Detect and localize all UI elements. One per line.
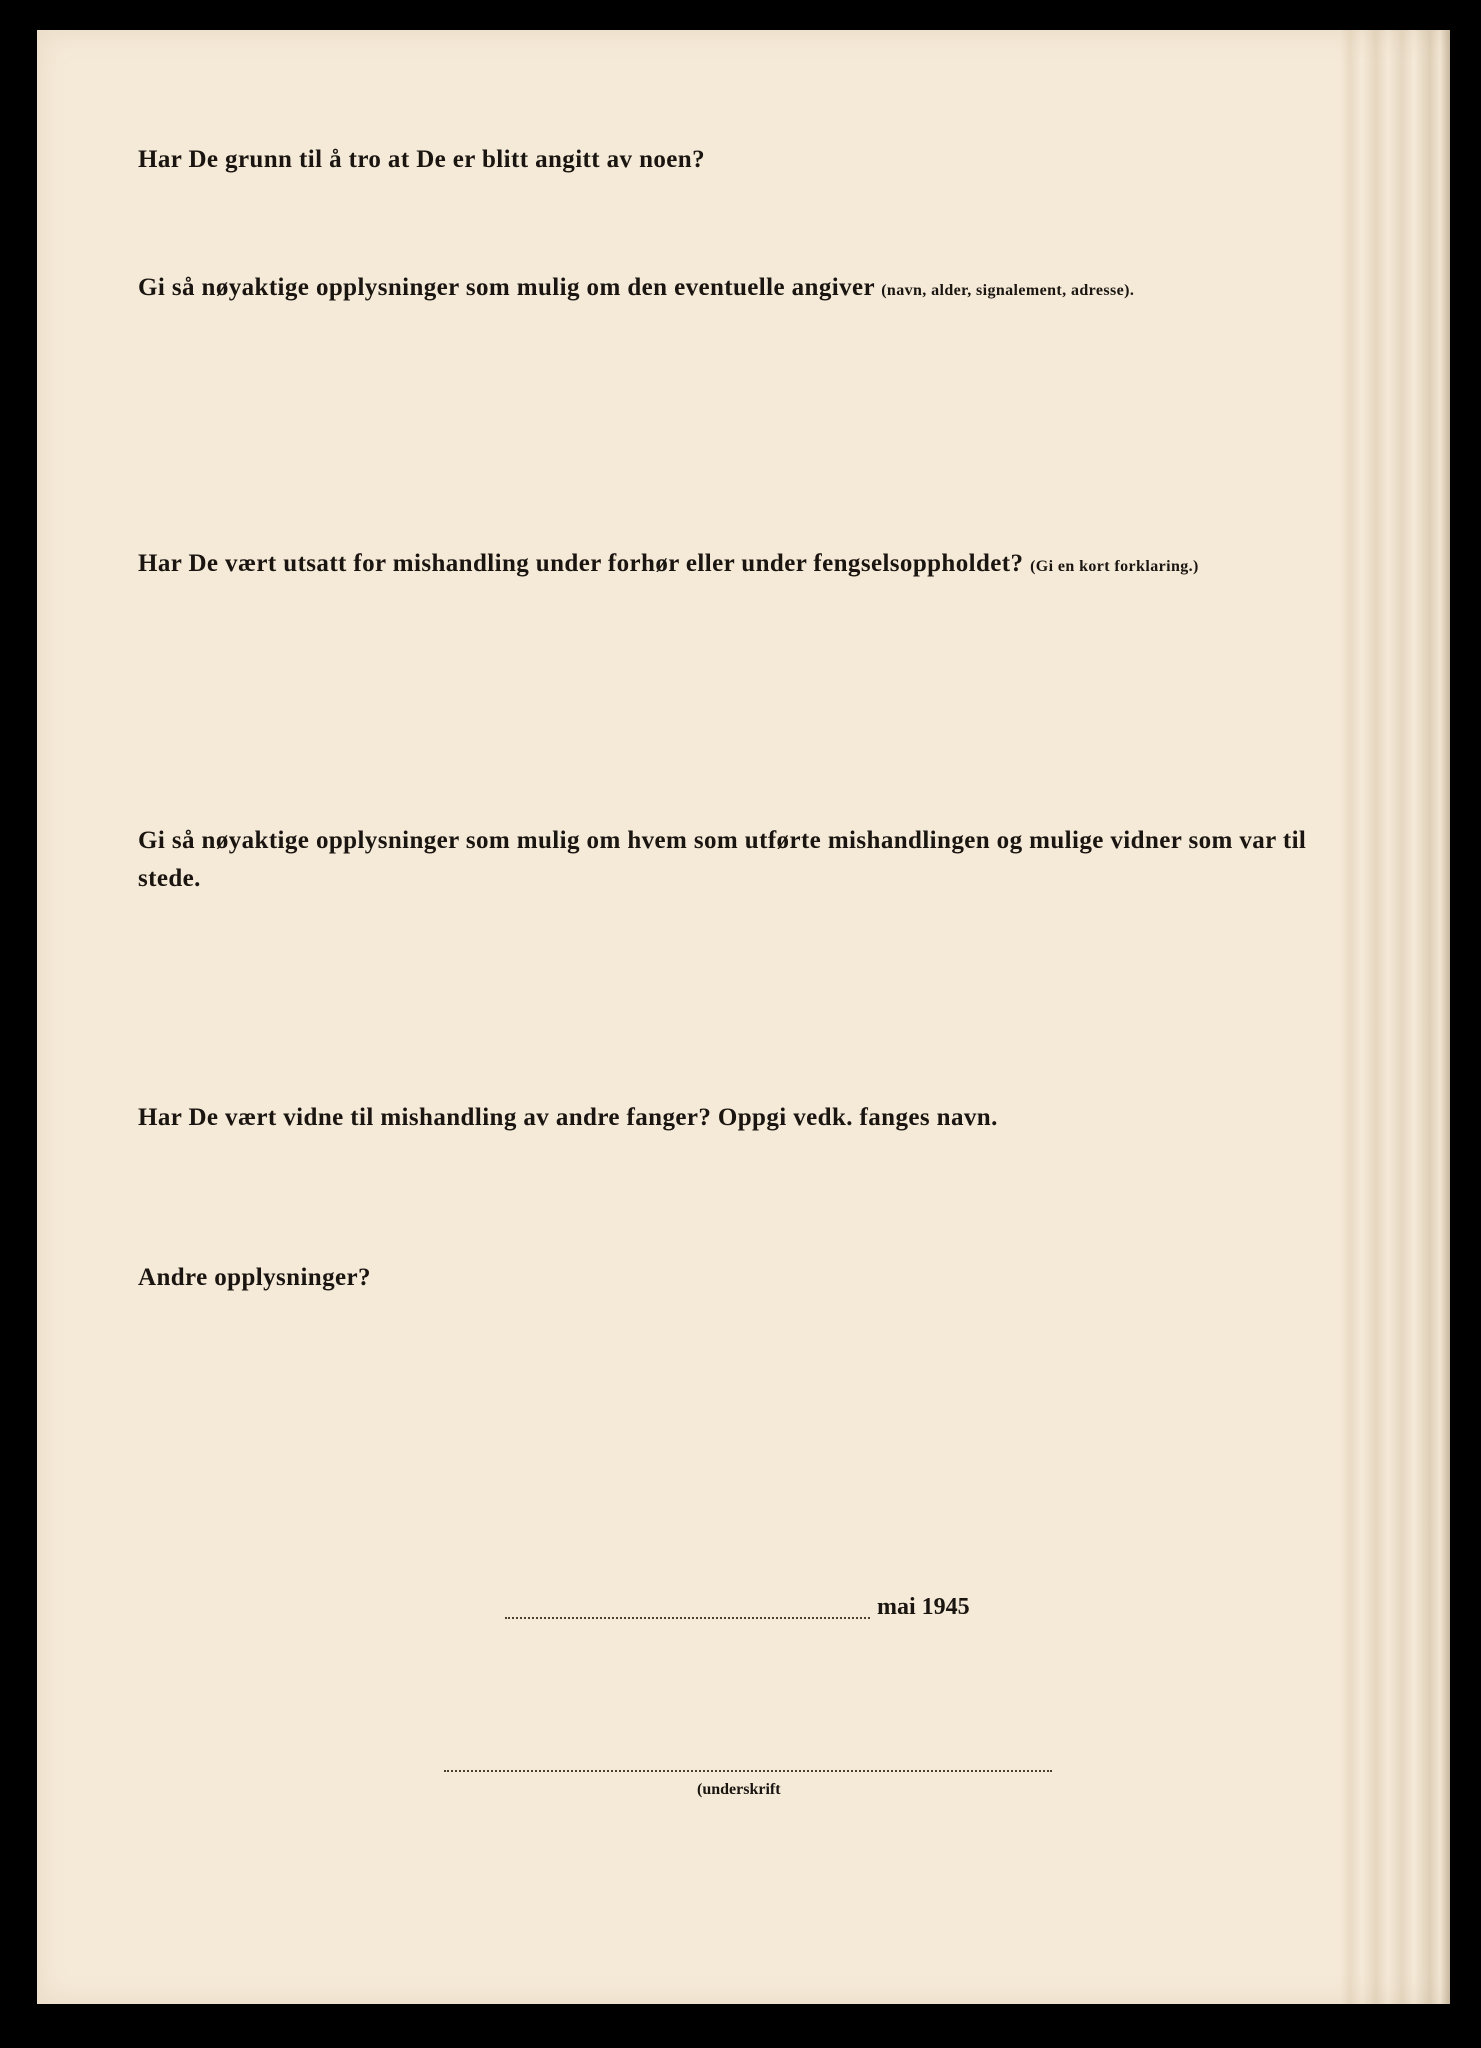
signature-label: (underskrift — [697, 1781, 781, 1798]
question-other-information: Andre opplysninger? — [138, 1264, 371, 1291]
question-informer-details-text: Gi så nøyaktige opplysninger som mulig om den eventuelle angiver — [138, 274, 875, 301]
question-informer: Har De grunn til å tro at De er blitt angitt av noen? — [138, 146, 706, 173]
signature-dotted-line — [444, 1770, 1052, 1772]
question-mistreatment-note: (Gi en kort forklaring.) — [1030, 558, 1199, 575]
question-witnessed-mistreatment: Har De vært vidne til mishandling av andre fanger? Oppgi vedk. fanges navn. — [138, 1104, 998, 1131]
page-edge-shadow — [1340, 30, 1450, 2004]
date-dotted-line — [505, 1617, 870, 1619]
question-mistreatment — [138, 550, 1199, 578]
question-informer-details — [138, 274, 1134, 302]
question-perpetrators-witnesses: Gi så nøyaktige opplysninger som mulig om hvem som utførte mishandlingen og mulige vidner som var til stede. — [138, 827, 1307, 892]
date-suffix: mai 1945 — [877, 1594, 970, 1620]
question-mistreatment-text: Har De vært utsatt for mishandling under forhør eller under fengselsoppholdet? — [138, 550, 1024, 577]
question-informer-details-note: (navn, alder, signalement, adresse). — [881, 282, 1135, 299]
form-page — [37, 30, 1450, 2004]
